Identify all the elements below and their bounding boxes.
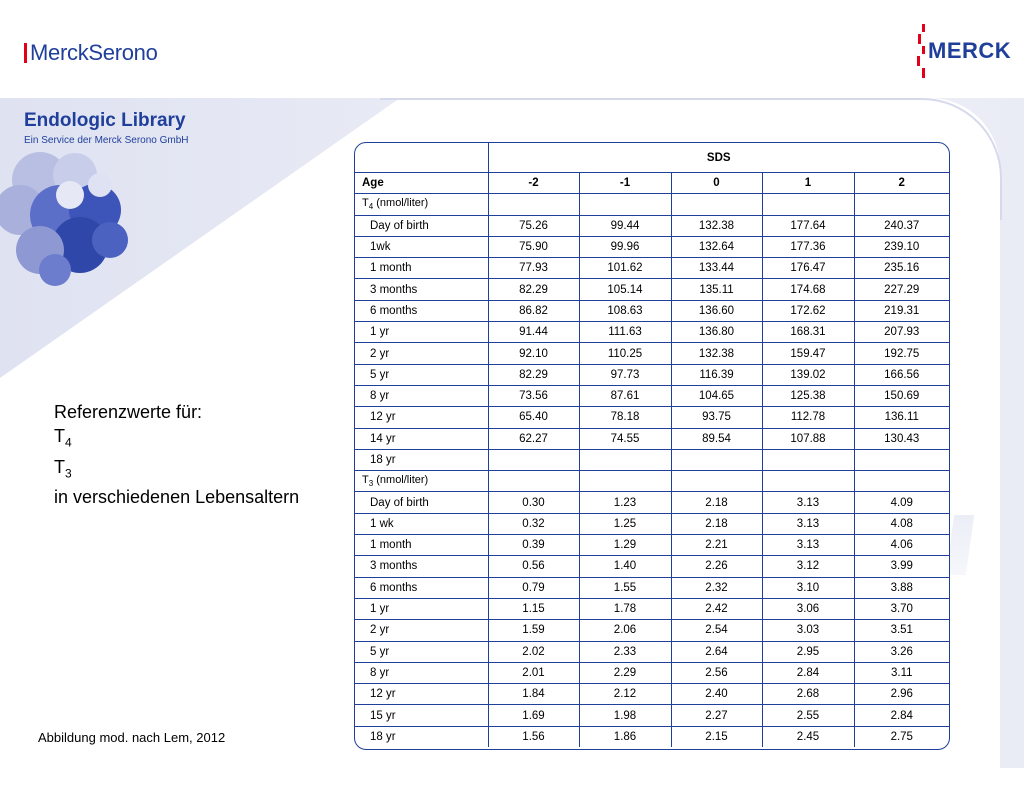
age-cell: 2 yr — [355, 343, 488, 364]
value-cell: 4.06 — [854, 535, 949, 556]
value-cell: 2.54 — [671, 620, 762, 641]
age-cell: 15 yr — [355, 705, 488, 726]
section-sub: 3 — [368, 479, 374, 489]
section-row — [355, 471, 949, 492]
table-row — [355, 428, 949, 449]
value-cell: 3.51 — [854, 620, 949, 641]
section-label — [355, 471, 488, 492]
empty-cell — [671, 471, 762, 492]
column-header: 0 — [671, 173, 762, 194]
section-label — [355, 194, 488, 215]
table-row — [355, 279, 949, 300]
age-cell: 3 months — [355, 556, 488, 577]
table-row — [355, 236, 949, 257]
value-cell: 3.13 — [762, 492, 854, 513]
table-row — [355, 641, 949, 662]
empty-cell — [579, 194, 671, 215]
value-cell: 1.29 — [579, 535, 671, 556]
reference-caption — [54, 400, 299, 509]
value-cell: 3.13 — [762, 535, 854, 556]
value-cell: 2.75 — [854, 726, 949, 747]
value-cell: 174.68 — [762, 279, 854, 300]
value-cell — [488, 449, 579, 470]
empty-cell — [488, 471, 579, 492]
table-row — [355, 513, 949, 534]
value-cell: 77.93 — [488, 258, 579, 279]
table-row — [355, 577, 949, 598]
column-header: -1 — [579, 173, 671, 194]
table-row — [355, 385, 949, 406]
source-citation: Abbildung mod. nach Lem, 2012 — [38, 730, 226, 745]
column-header: -2 — [488, 173, 579, 194]
value-cell: 2.95 — [762, 641, 854, 662]
value-cell: 2.27 — [671, 705, 762, 726]
protein-structure-image — [0, 150, 130, 290]
value-cell: 2.26 — [671, 556, 762, 577]
age-cell: 1 wk — [355, 513, 488, 534]
value-cell: 2.96 — [854, 684, 949, 705]
value-cell: 93.75 — [671, 407, 762, 428]
value-cell: 2.18 — [671, 513, 762, 534]
value-cell: 132.64 — [671, 236, 762, 257]
table-row — [355, 705, 949, 726]
empty-cell — [488, 194, 579, 215]
value-cell: 2.42 — [671, 598, 762, 619]
t4-base: T — [54, 426, 65, 446]
value-cell: 1.40 — [579, 556, 671, 577]
value-cell: 2.40 — [671, 684, 762, 705]
value-cell: 2.01 — [488, 662, 579, 683]
value-cell: 108.63 — [579, 300, 671, 321]
value-cell: 78.18 — [579, 407, 671, 428]
empty-cell — [762, 471, 854, 492]
value-cell: 227.29 — [854, 279, 949, 300]
value-cell: 1.86 — [579, 726, 671, 747]
section-base: T — [362, 474, 369, 487]
table-row — [355, 343, 949, 364]
value-cell: 92.10 — [488, 343, 579, 364]
value-cell: 2.33 — [579, 641, 671, 662]
value-cell: 136.11 — [854, 407, 949, 428]
t3-sub: 3 — [65, 466, 72, 481]
table-row — [355, 684, 949, 705]
value-cell: 3.70 — [854, 598, 949, 619]
value-cell: 87.61 — [579, 385, 671, 406]
column-header: 2 — [854, 173, 949, 194]
value-cell: 82.29 — [488, 279, 579, 300]
table-row — [355, 556, 949, 577]
value-cell: 2.84 — [762, 662, 854, 683]
value-cell: 65.40 — [488, 407, 579, 428]
value-cell: 74.55 — [579, 428, 671, 449]
value-cell: 2.29 — [579, 662, 671, 683]
value-cell: 116.39 — [671, 364, 762, 385]
age-cell: 1 month — [355, 258, 488, 279]
age-cell: 5 yr — [355, 641, 488, 662]
value-cell: 4.09 — [854, 492, 949, 513]
value-cell: 1.15 — [488, 598, 579, 619]
library-title: Endologic Library — [24, 110, 186, 131]
value-cell: 1.69 — [488, 705, 579, 726]
table-row — [355, 364, 949, 385]
table-row — [355, 215, 949, 236]
value-cell: 3.13 — [762, 513, 854, 534]
reference-line: Referenzwerte für: — [54, 402, 203, 422]
age-cell: 1 yr — [355, 598, 488, 619]
age-cell: 1 yr — [355, 322, 488, 343]
table-header-row — [355, 143, 949, 173]
value-cell: 2.15 — [671, 726, 762, 747]
value-cell: 177.36 — [762, 236, 854, 257]
value-cell: 192.75 — [854, 343, 949, 364]
age-cell: 1 month — [355, 535, 488, 556]
value-cell: 3.11 — [854, 662, 949, 683]
value-cell: 111.63 — [579, 322, 671, 343]
age-cell: 2 yr — [355, 620, 488, 641]
table-row — [355, 322, 949, 343]
t4-sub: 4 — [65, 435, 72, 450]
value-cell: 240.37 — [854, 215, 949, 236]
value-cell: 2.06 — [579, 620, 671, 641]
value-cell: 1.59 — [488, 620, 579, 641]
value-cell: 132.38 — [671, 215, 762, 236]
value-cell: 3.99 — [854, 556, 949, 577]
section-row — [355, 194, 949, 215]
value-cell: 91.44 — [488, 322, 579, 343]
value-cell: 2.64 — [671, 641, 762, 662]
value-cell: 177.64 — [762, 215, 854, 236]
value-cell: 136.80 — [671, 322, 762, 343]
value-cell: 105.14 — [579, 279, 671, 300]
value-cell: 86.82 — [488, 300, 579, 321]
age-header: Age — [355, 173, 488, 194]
merck-logo — [914, 22, 1012, 82]
value-cell: 75.90 — [488, 236, 579, 257]
empty-cell — [854, 194, 949, 215]
value-cell: 104.65 — [671, 385, 762, 406]
value-cell: 3.26 — [854, 641, 949, 662]
reference-line: in verschiedenen Lebensaltern — [54, 487, 300, 508]
section-unit: (nmol/liter) — [373, 197, 429, 210]
value-cell: 1.55 — [579, 577, 671, 598]
value-cell: 112.78 — [762, 407, 854, 428]
value-cell: 82.29 — [488, 364, 579, 385]
value-cell: 2.32 — [671, 577, 762, 598]
t3-base: T — [54, 456, 65, 477]
value-cell: 4.08 — [854, 513, 949, 534]
empty-cell — [854, 471, 949, 492]
library-subtitle: Ein Service der Merck Serono GmbH — [24, 135, 189, 146]
value-cell: 1.98 — [579, 705, 671, 726]
age-cell: 18 yr — [355, 449, 488, 470]
value-cell — [854, 449, 949, 470]
table-row — [355, 258, 949, 279]
value-cell: 150.69 — [854, 385, 949, 406]
age-cell: 8 yr — [355, 662, 488, 683]
table-row — [355, 492, 949, 513]
table-row — [355, 300, 949, 321]
merck-serono-logo-text: MerckSerono — [30, 40, 158, 65]
value-cell: 159.47 — [762, 343, 854, 364]
value-cell: 97.73 — [579, 364, 671, 385]
value-cell: 136.60 — [671, 300, 762, 321]
reference-t3 — [54, 455, 299, 486]
age-cell: 6 months — [355, 300, 488, 321]
table-row — [355, 449, 949, 470]
value-cell: 2.55 — [762, 705, 854, 726]
value-cell: 166.56 — [854, 364, 949, 385]
value-cell: 2.21 — [671, 535, 762, 556]
value-cell: 99.44 — [579, 215, 671, 236]
value-cell: 3.03 — [762, 620, 854, 641]
value-cell: 135.11 — [671, 279, 762, 300]
table-row — [355, 535, 949, 556]
table-column-header-row — [355, 173, 949, 194]
value-cell: 73.56 — [488, 385, 579, 406]
value-cell: 75.26 — [488, 215, 579, 236]
value-cell: 110.25 — [579, 343, 671, 364]
value-cell: 139.02 — [762, 364, 854, 385]
table-corner-cell — [355, 143, 488, 173]
age-cell: 5 yr — [355, 364, 488, 385]
empty-cell — [762, 194, 854, 215]
section-unit: (nmol/liter) — [373, 474, 429, 487]
value-cell: 0.30 — [488, 492, 579, 513]
table-row — [355, 726, 949, 747]
value-cell: 1.84 — [488, 684, 579, 705]
value-cell: 0.32 — [488, 513, 579, 534]
value-cell: 0.39 — [488, 535, 579, 556]
age-cell: Day of birth — [355, 492, 488, 513]
value-cell: 219.31 — [854, 300, 949, 321]
section-base: T — [362, 197, 369, 210]
column-header: 1 — [762, 173, 854, 194]
empty-cell — [671, 194, 762, 215]
age-cell: 8 yr — [355, 385, 488, 406]
reference-table — [354, 142, 950, 750]
value-cell: 130.43 — [854, 428, 949, 449]
value-cell — [671, 449, 762, 470]
value-cell: 235.16 — [854, 258, 949, 279]
value-cell: 1.78 — [579, 598, 671, 619]
value-cell: 1.56 — [488, 726, 579, 747]
value-cell: 132.38 — [671, 343, 762, 364]
value-cell — [762, 449, 854, 470]
value-cell: 107.88 — [762, 428, 854, 449]
value-cell: 3.10 — [762, 577, 854, 598]
value-cell: 133.44 — [671, 258, 762, 279]
section-sub: 4 — [368, 202, 374, 212]
age-cell: Day of birth — [355, 215, 488, 236]
reference-values-table — [355, 143, 949, 747]
value-cell: 176.47 — [762, 258, 854, 279]
value-cell: 101.62 — [579, 258, 671, 279]
value-cell: 239.10 — [854, 236, 949, 257]
age-cell: 18 yr — [355, 726, 488, 747]
merck-serono-logo — [24, 40, 158, 66]
logo-accent-bar — [24, 43, 27, 63]
value-cell — [579, 449, 671, 470]
value-cell: 62.27 — [488, 428, 579, 449]
value-cell: 2.02 — [488, 641, 579, 662]
value-cell: 3.12 — [762, 556, 854, 577]
table-row — [355, 598, 949, 619]
value-cell: 3.88 — [854, 577, 949, 598]
value-cell: 0.79 — [488, 577, 579, 598]
empty-cell — [579, 471, 671, 492]
value-cell: 172.62 — [762, 300, 854, 321]
value-cell: 2.45 — [762, 726, 854, 747]
table-row — [355, 662, 949, 683]
value-cell: 3.06 — [762, 598, 854, 619]
age-cell: 1wk — [355, 236, 488, 257]
value-cell: 0.56 — [488, 556, 579, 577]
table-row — [355, 620, 949, 641]
reference-t4 — [54, 424, 299, 455]
age-cell: 3 months — [355, 279, 488, 300]
merck-logo-text: MERCK — [928, 38, 1012, 63]
table-row — [355, 407, 949, 428]
value-cell: 2.56 — [671, 662, 762, 683]
value-cell: 2.68 — [762, 684, 854, 705]
value-cell: 2.84 — [854, 705, 949, 726]
value-cell: 2.12 — [579, 684, 671, 705]
age-cell: 12 yr — [355, 684, 488, 705]
age-cell: 14 yr — [355, 428, 488, 449]
age-cell: 6 months — [355, 577, 488, 598]
table-body — [355, 143, 949, 747]
sds-header: SDS — [488, 143, 949, 173]
age-cell: 12 yr — [355, 407, 488, 428]
value-cell: 89.54 — [671, 428, 762, 449]
value-cell: 1.23 — [579, 492, 671, 513]
value-cell: 1.25 — [579, 513, 671, 534]
value-cell: 99.96 — [579, 236, 671, 257]
value-cell: 168.31 — [762, 322, 854, 343]
value-cell: 125.38 — [762, 385, 854, 406]
value-cell: 207.93 — [854, 322, 949, 343]
value-cell: 2.18 — [671, 492, 762, 513]
